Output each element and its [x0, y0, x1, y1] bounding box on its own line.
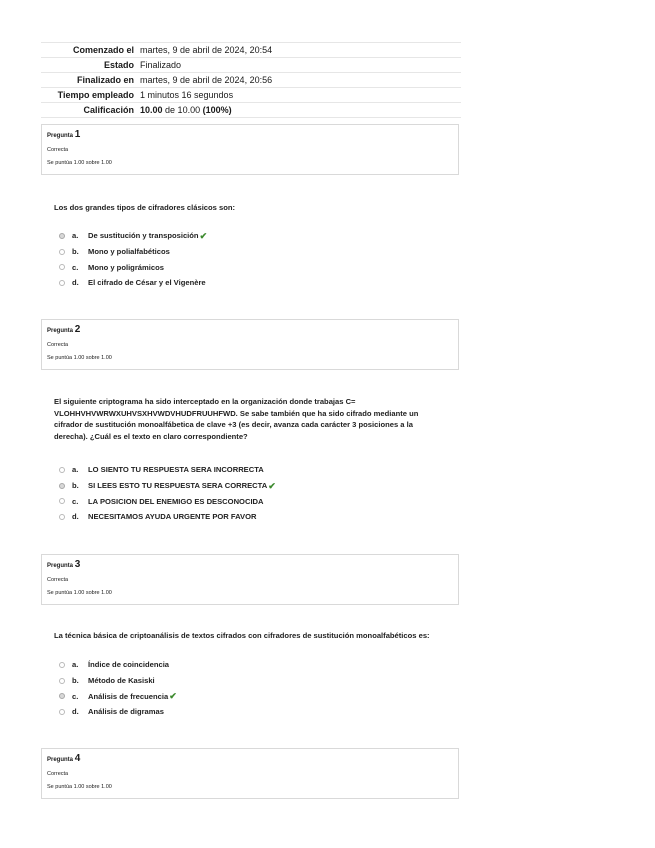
answer-text: De sustitución y transposición [88, 231, 199, 241]
radio-button[interactable] [59, 693, 65, 699]
answer-option[interactable] [59, 673, 419, 689]
radio-button[interactable] [59, 662, 65, 668]
answer-letter: d. [72, 707, 79, 717]
question-grade: Se puntúa 1.00 sobre 1.00 [47, 160, 112, 166]
summary-label: Comenzado el [41, 43, 140, 58]
answer-list-2 [59, 462, 419, 525]
summary-row-state [41, 58, 461, 73]
question-info-3 [41, 554, 459, 605]
radio-button[interactable] [59, 709, 65, 715]
question-text-1: Los dos grandes tipos de cifradores clásicos son: [54, 203, 236, 212]
grade-percent: (100%) [202, 105, 232, 115]
summary-value: 1 minutos 16 segundos [140, 88, 461, 103]
answer-letter: c. [72, 262, 79, 272]
answer-letter: a. [72, 465, 79, 475]
attempt-summary [41, 42, 461, 118]
question-state: Correcta [47, 342, 69, 348]
answer-letter: d. [72, 278, 79, 288]
summary-value: martes, 9 de abril de 2024, 20:56 [140, 73, 461, 88]
answer-text: Índice de coincidencia [88, 660, 170, 670]
answer-option[interactable] [59, 259, 419, 275]
answer-text: Método de Kasiski [88, 676, 155, 686]
radio-button[interactable] [59, 249, 65, 255]
question-state: Correcta [47, 147, 69, 153]
answer-letter: c. [72, 496, 79, 506]
summary-label: Tiempo empleado [41, 88, 140, 103]
question-number [47, 559, 458, 572]
answer-text: SI LEES ESTO TU RESPUESTA SERA CORRECTA [88, 481, 268, 491]
answer-letter: b. [72, 676, 79, 686]
summary-row-grade [41, 103, 461, 118]
check-icon: ✔ [169, 691, 177, 702]
grade-total: de 10.00 [165, 105, 201, 115]
grade-value [140, 103, 461, 118]
radio-button[interactable] [59, 280, 65, 286]
answer-text: LO SIENTO TU RESPUESTA SERA INCORRECTA [88, 465, 264, 475]
question-grade: Se puntúa 1.00 sobre 1.00 [47, 355, 112, 361]
answer-letter: b. [72, 247, 79, 257]
question-number-value: 2 [74, 324, 81, 335]
answer-option[interactable] [59, 462, 419, 478]
summary-row-finished [41, 73, 461, 88]
summary-label: Estado [41, 58, 140, 73]
answer-option[interactable] [59, 657, 419, 673]
radio-button[interactable] [59, 514, 65, 520]
answer-list-1 [59, 228, 419, 291]
summary-row-time [41, 88, 461, 103]
summary-value: martes, 9 de abril de 2024, 20:54 [140, 43, 461, 58]
question-state: Correcta [47, 771, 69, 777]
answer-option[interactable] [59, 275, 419, 291]
answer-letter: b. [72, 481, 79, 491]
answer-option[interactable] [59, 228, 419, 244]
answer-option[interactable] [59, 704, 419, 720]
radio-button[interactable] [59, 264, 65, 270]
answer-option[interactable] [59, 493, 419, 509]
answer-text: Mono y polialfabéticos [88, 247, 170, 257]
question-number-value: 4 [74, 753, 81, 764]
question-prefix: Pregunta [47, 757, 74, 763]
question-info-4 [41, 748, 459, 799]
question-number [47, 753, 458, 766]
answer-option[interactable] [59, 688, 419, 704]
question-info-1 [41, 124, 459, 175]
question-prefix: Pregunta [47, 328, 74, 334]
answer-text: LA POSICION DEL ENEMIGO ES DESCONOCIDA [88, 496, 264, 506]
radio-button[interactable] [59, 467, 65, 473]
answer-text: Análisis de digramas [88, 707, 164, 717]
radio-button[interactable] [59, 483, 65, 489]
check-icon: ✔ [268, 480, 276, 491]
question-prefix: Pregunta [47, 133, 74, 139]
question-state: Correcta [47, 577, 69, 583]
question-info-2 [41, 319, 459, 370]
question-grade: Se puntúa 1.00 sobre 1.00 [47, 590, 112, 596]
radio-button[interactable] [59, 678, 65, 684]
summary-label: Calificación [41, 103, 140, 118]
question-prefix: Pregunta [47, 563, 74, 569]
answer-letter: d. [72, 512, 79, 522]
question-number [47, 324, 458, 337]
radio-button[interactable] [59, 233, 65, 239]
answer-letter: c. [72, 691, 79, 701]
question-grade: Se puntúa 1.00 sobre 1.00 [47, 784, 112, 790]
question-number-value: 3 [74, 559, 81, 570]
answer-option[interactable] [59, 509, 419, 525]
check-icon: ✔ [199, 230, 208, 241]
answer-option[interactable] [59, 478, 419, 494]
grade-score: 10.00 [140, 105, 163, 115]
question-text-2: El siguiente criptograma ha sido interceptado en la organización donde trabajas C= VLOHHVHVWRWXUHVSXHVWDVHUDFRUUHFWD. Se sabe también que ha sido cifrado mediante un cifrador de sustitución monoalfábetica de clave +3 (es decir, avanza cada carácter 3 posiciones a la derecha). ¿Cuál es el texto en claro correspondiente? [54, 397, 419, 441]
summary-label: Finalizado en [41, 73, 140, 88]
answer-text: Mono y poligrámicos [88, 262, 164, 272]
summary-value: Finalizado [140, 58, 461, 73]
answer-text: El cifrado de César y el Vigenère [88, 278, 206, 288]
answer-letter: a. [72, 660, 79, 670]
question-number [47, 129, 458, 142]
answer-letter: a. [72, 231, 79, 241]
radio-button[interactable] [59, 498, 65, 504]
summary-row-started [41, 43, 461, 58]
answer-text: Análisis de frecuencia [88, 691, 169, 701]
answer-option[interactable] [59, 244, 419, 260]
answer-text: NECESITAMOS AYUDA URGENTE POR FAVOR [88, 512, 257, 522]
answer-list-3 [59, 657, 419, 720]
question-text-3: La técnica básica de criptoanálisis de textos cifrados con cifradores de sustitución monoalfabéticos es: [54, 631, 430, 640]
question-number-value: 1 [74, 129, 81, 140]
